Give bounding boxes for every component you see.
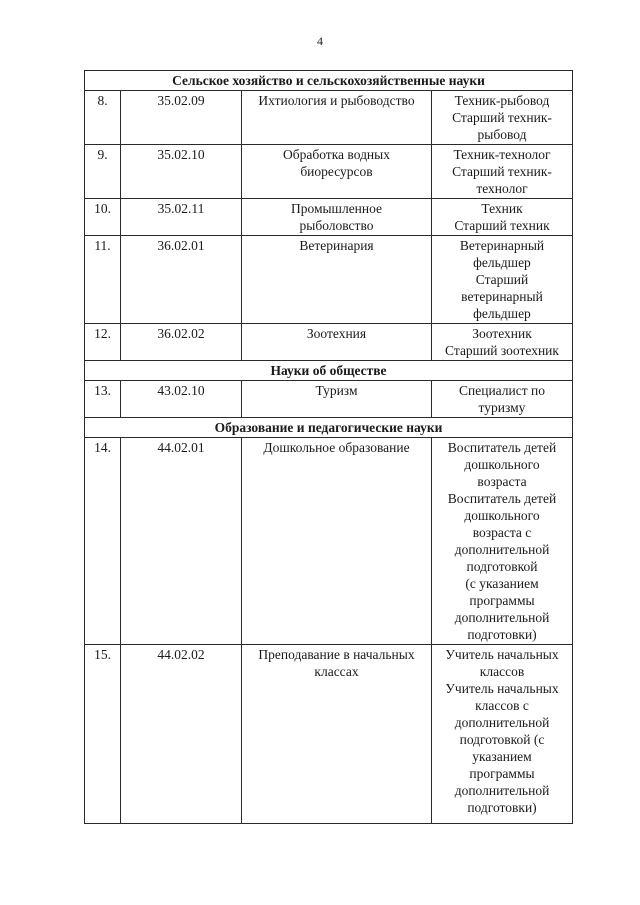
- qualification-line: фельдшер: [473, 306, 531, 321]
- qualification: [432, 91, 573, 145]
- qualification-line: ветеринарный: [461, 289, 543, 304]
- qualification-line: дополнительной: [454, 783, 550, 798]
- row-number: 15.: [85, 645, 121, 824]
- specialty-code: 35.02.11: [121, 199, 242, 236]
- qualification-line: Старший техник-: [452, 110, 552, 125]
- specialty-code: 44.02.01: [121, 438, 242, 645]
- specialty-name: [242, 145, 432, 199]
- table-row: [85, 381, 573, 418]
- row-number: 13.: [85, 381, 121, 418]
- qualification-line: дошкольного: [464, 457, 540, 472]
- qualification-line: Зоотехник: [472, 326, 532, 341]
- table-row: [85, 645, 573, 824]
- section-row: [85, 71, 573, 91]
- qualification-line: указанием: [472, 749, 532, 764]
- table-row: [85, 199, 573, 236]
- specialty-name-line: рыболовство: [299, 218, 374, 233]
- specialty-code: 35.02.09: [121, 91, 242, 145]
- specialty-name: [242, 236, 432, 324]
- specialty-code: 35.02.10: [121, 145, 242, 199]
- qualification-line: рыбовод: [477, 127, 527, 142]
- qualification-line: классов с: [475, 698, 529, 713]
- specialty-name-line: Промышленное: [290, 201, 383, 216]
- qualification-line: подготовки): [467, 627, 537, 642]
- qualification-line: (с указанием: [465, 576, 539, 591]
- row-number: 12.: [85, 324, 121, 361]
- section-title: Сельское хозяйство и сельскохозяйственные науки: [85, 71, 573, 91]
- specialty-name-line: Преподавание в начальных: [258, 647, 415, 662]
- qualification-line: программы: [469, 593, 535, 608]
- qualification: [432, 381, 573, 418]
- qualification-line: классов: [479, 664, 525, 679]
- specialty-name: [242, 645, 432, 824]
- specialty-name: [242, 199, 432, 236]
- qualification-line: подготовки): [467, 800, 537, 815]
- qualification-line: Техник-рыбовод: [454, 93, 550, 108]
- qualification-line: программы: [469, 766, 535, 781]
- row-number: 8.: [85, 91, 121, 145]
- qualification-line: возраста: [477, 474, 527, 489]
- qualification: [432, 645, 573, 824]
- specialty-name-line: Зоотехния: [306, 326, 367, 341]
- specialty-name-line: биоресурсов: [300, 164, 373, 179]
- table-body: [85, 71, 573, 824]
- qualification-line: подготовкой (с: [459, 732, 545, 747]
- specialties-table: [84, 70, 573, 824]
- section-title: Образование и педагогические науки: [85, 418, 573, 438]
- qualification-line: дошкольного: [464, 508, 540, 523]
- qualification-line: Специалист по: [459, 383, 545, 398]
- specialty-name-line: классах: [314, 664, 359, 679]
- specialty-name: [242, 438, 432, 645]
- row-number: 14.: [85, 438, 121, 645]
- qualification-line: дополнительной: [454, 542, 550, 557]
- qualification-line: Воспитатель детей: [447, 440, 557, 455]
- qualification-line: дополнительной: [454, 715, 550, 730]
- specialty-name-line: Ветеринария: [299, 238, 374, 253]
- table-row: [85, 438, 573, 645]
- specialty-name-line: Туризм: [315, 383, 358, 398]
- qualification-line: Старший техник-: [452, 164, 552, 179]
- table-row: [85, 145, 573, 199]
- qualification: [432, 236, 573, 324]
- specialty-code: 36.02.02: [121, 324, 242, 361]
- qualification-line: Техник: [481, 201, 523, 216]
- qualification-line: Учитель начальных: [445, 681, 559, 696]
- qualification-line: Техник-технолог: [453, 147, 551, 162]
- qualification-line: подготовкой: [466, 559, 538, 574]
- specialty-code: 36.02.01: [121, 236, 242, 324]
- specialty-code: 44.02.02: [121, 645, 242, 824]
- qualification-line: фельдшер: [473, 255, 531, 270]
- page-number: 4: [317, 34, 323, 48]
- qualification-line: Воспитатель детей: [447, 491, 557, 506]
- table-row: [85, 324, 573, 361]
- specialty-name: [242, 91, 432, 145]
- section-row: [85, 418, 573, 438]
- qualification-line: технолог: [476, 181, 528, 196]
- specialty-name: [242, 381, 432, 418]
- row-number: 10.: [85, 199, 121, 236]
- qualification-line: Ветеринарный: [459, 238, 545, 253]
- qualification-line: Учитель начальных: [445, 647, 559, 662]
- qualification-line: туризму: [478, 400, 526, 415]
- section-row: [85, 361, 573, 381]
- qualification-line: Старший зоотехник: [445, 343, 559, 358]
- row-number: 9.: [85, 145, 121, 199]
- section-title: Науки об обществе: [85, 361, 573, 381]
- qualification-line: возраста с: [472, 525, 532, 540]
- qualification: [432, 324, 573, 361]
- specialty-name-line: Дошкольное образование: [263, 440, 410, 455]
- specialty-name-line: Обработка водных: [283, 147, 390, 162]
- specialty-name-line: Ихтиология и рыбоводство: [258, 93, 415, 108]
- qualification: [432, 145, 573, 199]
- specialty-name: [242, 324, 432, 361]
- qualification-line: Старший: [475, 272, 529, 287]
- row-number: 11.: [85, 236, 121, 324]
- qualification: [432, 199, 573, 236]
- table-row: [85, 236, 573, 324]
- specialty-code: 43.02.10: [121, 381, 242, 418]
- qualification-line: Старший техник: [454, 218, 550, 233]
- qualification-line: дополнительной: [454, 610, 550, 625]
- table-row: [85, 91, 573, 145]
- qualification: [432, 438, 573, 645]
